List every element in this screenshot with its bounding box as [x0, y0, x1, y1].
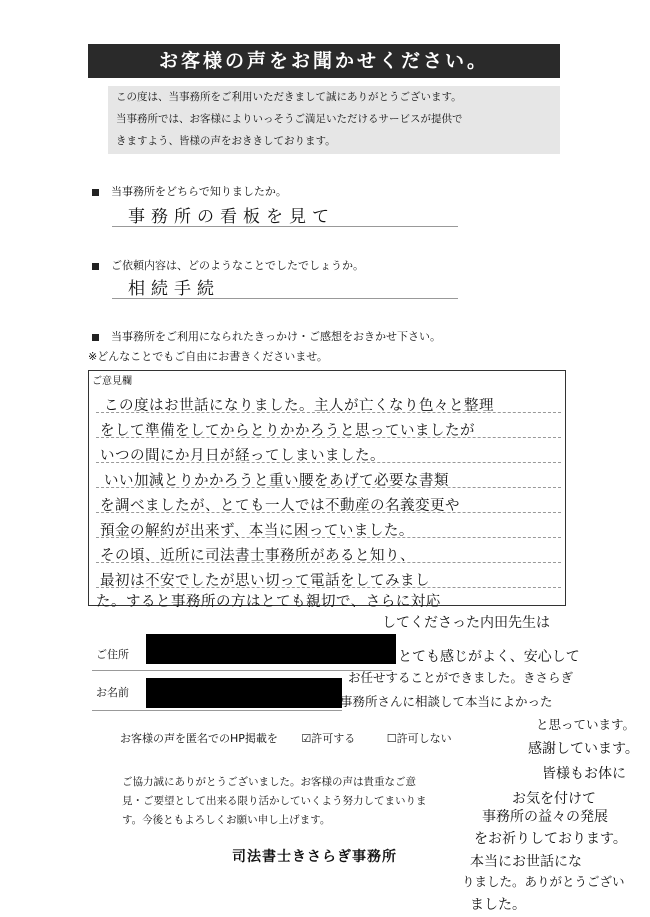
opinion-line: その頃、近所に司法書士事務所があると知り、 [100, 548, 415, 564]
opinion-line: 預金の解約が出来ず、本当に困っていました。 [100, 523, 414, 539]
continuation-line: お気を付けて [512, 791, 596, 807]
opinion-line: を調べましたが、とても一人では不動産の名義変更や [100, 498, 460, 514]
address-label: ご住所 [96, 648, 129, 661]
answer-1-underline [112, 226, 458, 227]
square-bullet-icon [92, 263, 99, 270]
opinion-line: いつの間にか月日が経ってしまいました。 [100, 448, 385, 464]
thanks-line: す。今後ともよろしくお願い申し上げます。 [122, 814, 331, 826]
question-3-note: ※どんなことでもご自由にお書きくださいませ。 [88, 350, 328, 363]
continuation-line: 皆様もお体に [542, 766, 626, 782]
thanks-text [122, 773, 482, 830]
continuation-line: ました。 [470, 897, 526, 913]
consent-row [120, 730, 452, 746]
opinion-line: た。すると事務所の方はとても親切で、さらに対応 [96, 594, 441, 610]
address-redaction [146, 634, 396, 664]
address-underline [92, 670, 392, 671]
opinion-line: いい加減とりかかろうと重い腰をあげて必要な書類 [104, 473, 449, 489]
continuation-line: してくださった内田先生は [382, 615, 550, 631]
continuation-line: とても感じがよく、安心して [398, 649, 580, 665]
name-label: お名前 [96, 686, 129, 699]
opinion-line: 最初は不安でしたが思い切って電話をしてみまし [100, 573, 430, 589]
consent-question: お客様の声を匿名でのHP掲載を [120, 732, 278, 745]
opinion-label: ご意見欄 [92, 376, 132, 387]
question-3: 当事務所をご利用になられたきっかけ・ご感想をおきかせ下さい。 [92, 328, 441, 344]
deny-checkbox[interactable]: ☐許可しない [386, 732, 452, 745]
continuation-line: 本当にお世話にな [470, 854, 582, 870]
continuation-line: りました。ありがとうござい [462, 874, 625, 889]
opinion-line: この度はお世話になりました。主人が亡くなり色々と整理 [104, 398, 494, 414]
square-bullet-icon [92, 189, 99, 196]
opinion-line: をして準備をしてからとりかかろうと思っていましたが [100, 423, 475, 439]
thanks-line: 見・ご要望として出来る限り活かしていくよう努力してまいりま [122, 795, 427, 807]
continuation-line: 事務所の益々の発展 [482, 809, 608, 825]
continuation-line: をお祈りしております。 [474, 831, 627, 847]
answer-1: 事務所の看板を見て [128, 207, 335, 227]
continuation-line: 事務所さんに相談して本当によかった [340, 694, 553, 709]
name-underline [92, 710, 342, 711]
answer-2: 相続手続 [128, 279, 220, 299]
square-bullet-icon [92, 334, 99, 341]
thanks-line: ご協力誠にありがとうございました。お客様の声は貴重なご意 [122, 776, 416, 788]
question-1: 当事務所をどちらで知りましたか。 [92, 183, 287, 199]
continuation-line: と思っています。 [536, 717, 636, 732]
intro-line: 当事務所では、お客様によりいっそうご満足いただけるサービスが提供で [116, 113, 463, 125]
form-title: お客様の声をお聞かせください。 [88, 44, 560, 78]
continuation-line: 感謝しています。 [528, 741, 639, 757]
intro-line: きますよう、皆様の声をおききしております。 [116, 135, 336, 147]
intro-box [108, 86, 560, 154]
continuation-line: お任せすることができました。きさらぎ [348, 670, 574, 685]
intro-line: この度は、当事務所をご利用いただきまして誠にありがとうございます。 [116, 91, 462, 103]
answer-2-underline [112, 298, 458, 299]
office-name: 司法書士きさらぎ事務所 [232, 849, 397, 865]
question-2: ご依頼内容は、どのようなことでしたでしょうか。 [92, 257, 364, 273]
allow-checkbox[interactable]: ☑許可する [301, 732, 356, 745]
name-redaction [146, 678, 342, 708]
